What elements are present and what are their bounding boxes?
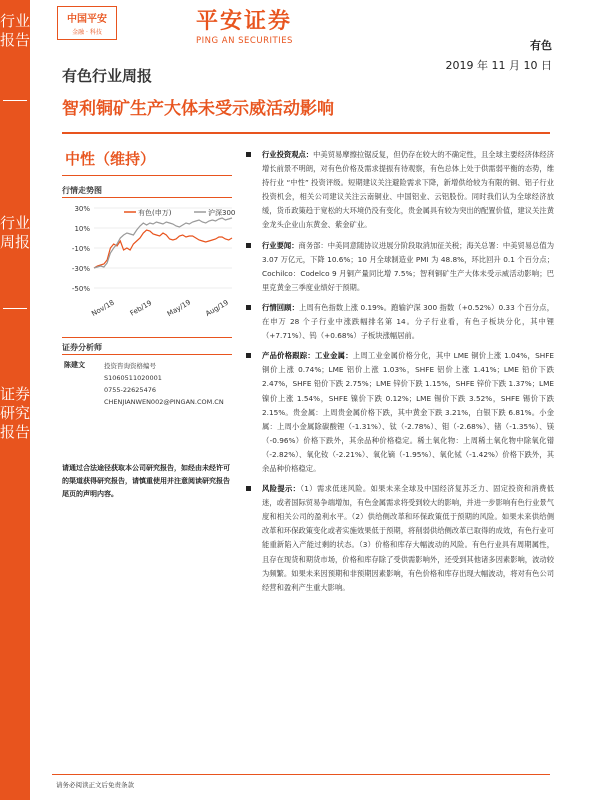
- securities-logo-en: PING AN SECURITIES: [196, 36, 293, 46]
- series-line-0: [94, 230, 232, 268]
- bullet-square: [246, 305, 251, 310]
- summary-column: [246, 148, 554, 601]
- y-tick-label: -10%: [71, 245, 90, 253]
- x-tick-label: Nov/18: [90, 298, 116, 318]
- summary-item-label: 风险提示：: [262, 484, 301, 494]
- analyst-info: [104, 360, 234, 408]
- summary-item-label: 产品价格跟踪：工业金属：: [262, 351, 353, 361]
- analyst-section-title: 证券分析师: [62, 343, 102, 352]
- header-divider: [62, 132, 550, 134]
- x-tick-label: May/19: [165, 298, 193, 319]
- group-logo-subtext: 金融 · 科技: [72, 29, 102, 36]
- summary-item-label: 行业要闻：: [262, 240, 299, 250]
- legend-label: 沪深300: [208, 209, 236, 217]
- summary-item-text: （1）需求低迷风险。如果未来全球及中国经济复苏乏力、固定投资和消费低迷，或者国际贸易争端增加，有色金属需求将受到较大的影响，并进一步影响有色行业景气度和相关公司的盈利水平。（2）供给侧改革和环保政策低于预期的风险。如果未来供给侧改革和环保政策变化或者实施效果低于预期，将削弱供给侧改革已取得的成效，有色行业可能重新陷入产能过剩的状态。（3）价格和库存大幅波动的风险。有色行业具有周期属性，且存在现货和期货市场，价格和库存除了受供需影响外，还受到其他诸多因素影响，波动较为频繁。如果未来因预期和非预期因素影响，有色价格和库存出现大幅波动，将对有色公司经营和盈利产生重大影响。: [262, 484, 554, 592]
- summary-item-text: 上周工业金属价格分化，其中 LME 铜价上涨 1.04%，SHFE 铜价上涨 0.74%；LME 铝价上涨 1.03%，SHFE 铝价上涨 1.41%；LME 铅价下跌 2.47%，SHFE 铅价下跌 2.75%；LME 锌价下跌 1.15%，SHFE 锌价下跌 1.37%；LME 镍价上涨 1.54%，SHFE 镍价下跌 0.12%；LME 锡价下跌 3.52%，SHFE 锡价下跌 2.15%。贵金属：上周贵金属价格下跌，其中黄金下跌 3.21%，白银下跌 6.81%。小金属：上周小金属除碳酸锂（-1.31%）、钛（-2.78%）、钼（-2.68%）、锗（-1.35%）、镁（-0.96%）价格下跌外，其余品种价格稳定。稀土氧化物：上周稀土氧化物中除氧化镨（-2.82%）、氧化钕（-2.21%）、氧化镝（-1.95%）、氧化铽（-1.42%）价格下跌外，其余品种价格稳定。: [262, 351, 554, 473]
- left-divider: [62, 337, 232, 338]
- footer-divider: [52, 774, 550, 775]
- securities-logo-cn: 平安证券: [196, 9, 293, 34]
- bullet-square: [246, 152, 251, 157]
- ping-an-group-logo: [57, 6, 117, 40]
- group-logo-text: 中国平安: [67, 14, 107, 25]
- sidebar-label-weekly: 行业周报: [0, 214, 31, 251]
- y-tick-label: -50%: [71, 285, 90, 293]
- sidebar-divider: [3, 308, 27, 309]
- analyst-role: 投资咨询资格编号: [104, 362, 156, 370]
- y-tick-label: 10%: [74, 225, 90, 233]
- chart-title: 行情走势图: [62, 186, 102, 195]
- analyst-license: S1060511020001: [104, 374, 162, 382]
- market-trend-chart: [62, 200, 237, 325]
- report-type-title: 有色行业周报: [62, 67, 153, 85]
- sidebar-divider: [3, 100, 27, 101]
- legend-label: 有色(申万): [138, 209, 172, 217]
- summary-item-text: 上周有色指数上涨 0.19%。跑输沪深 300 指数（+0.52%）0.33 个百分点，在申万 28 个子行业中涨跌幅排名第 14。分子行业看，有色子板块分化，其中锂（+7.71%）、钨（+0.68%）子板块涨幅居前。: [262, 302, 554, 341]
- sector-label: 有色: [530, 39, 552, 52]
- series-line-1: [94, 218, 232, 268]
- left-sidebar: [0, 0, 30, 800]
- summary-item: [246, 148, 554, 233]
- summary-item-text: 中美贸易摩擦拉锯反复，但仍存在较大的不确定性，且全球主要经济体经济增长前景不明朗，对有色价格及需求提振有待观察，有色总体上处于供需弱平衡的态势，维持行业 “中性” 投资评级。短期建议关注避险需求下降，新增供给较为有限的铜、铝子行业投资机会，相关公司建议关注云南铜业、中国铝业、云铝股份。同时我们认为全球经济放缓，货币政策趋于宽松的大环境仍没有变化，贵金属具有较为突出的配置价值，建议关注黄金龙头企业山东黄金、紫金矿业。: [262, 150, 555, 230]
- summary-item: [246, 301, 554, 343]
- left-divider: [62, 175, 232, 176]
- sidebar-label-report: 行业报告: [0, 12, 31, 49]
- summary-item-text: 商务部：中美同意随协议进展分阶段取消加征关税；海关总署：中美贸易总值为 3.07 万亿元，下降 10.6%；10 月全球制造业 PMI 为 48.8%，环比回升 0.1 个百分点；Cochilco：Codelco 9 月铜产量同比增 7.5%；智利铜矿生产大体未受示威活动影响；巴里克黄金三季度业绩好于预期。: [262, 240, 555, 292]
- compliance-notice: 请通过合法途径获取本公司研究报告，如经由未经许可的渠道获得研究报告，请慎重使用并注意阅读研究报告尾页的声明内容。: [62, 464, 230, 498]
- rating-label: 中性（维持）: [65, 150, 156, 168]
- analyst-phone: 0755-22625476: [104, 386, 156, 394]
- y-tick-label: -30%: [71, 265, 90, 273]
- bullet-square: [246, 243, 251, 248]
- bullet-square: [246, 486, 251, 491]
- bullet-square: [246, 353, 251, 358]
- sidebar-label-research: 证券研究报告: [0, 385, 31, 441]
- analyst-name: 陈建文: [64, 361, 85, 369]
- left-divider: [62, 354, 232, 355]
- y-tick-label: 30%: [74, 205, 90, 213]
- report-headline: 智利铜矿生产大体未受示威活动影响: [62, 99, 334, 119]
- summary-item: [246, 239, 554, 295]
- footer-disclaimer: 请务必阅读正文后免责条款: [56, 781, 134, 789]
- ping-an-securities-logo: [196, 4, 316, 46]
- x-tick-label: Feb/19: [128, 298, 154, 318]
- summary-item-label: 行业投资观点：: [262, 150, 314, 159]
- analyst-email: CHENJIANWEN002@PINGAN.COM.CN: [104, 398, 224, 406]
- report-date: 2019 年 11 月 10 日: [445, 59, 552, 72]
- summary-item: [246, 482, 554, 595]
- x-tick-label: Aug/19: [204, 298, 230, 318]
- summary-item: [246, 349, 554, 476]
- left-divider: [62, 197, 232, 198]
- summary-item-label: 行情回顾：: [262, 302, 299, 312]
